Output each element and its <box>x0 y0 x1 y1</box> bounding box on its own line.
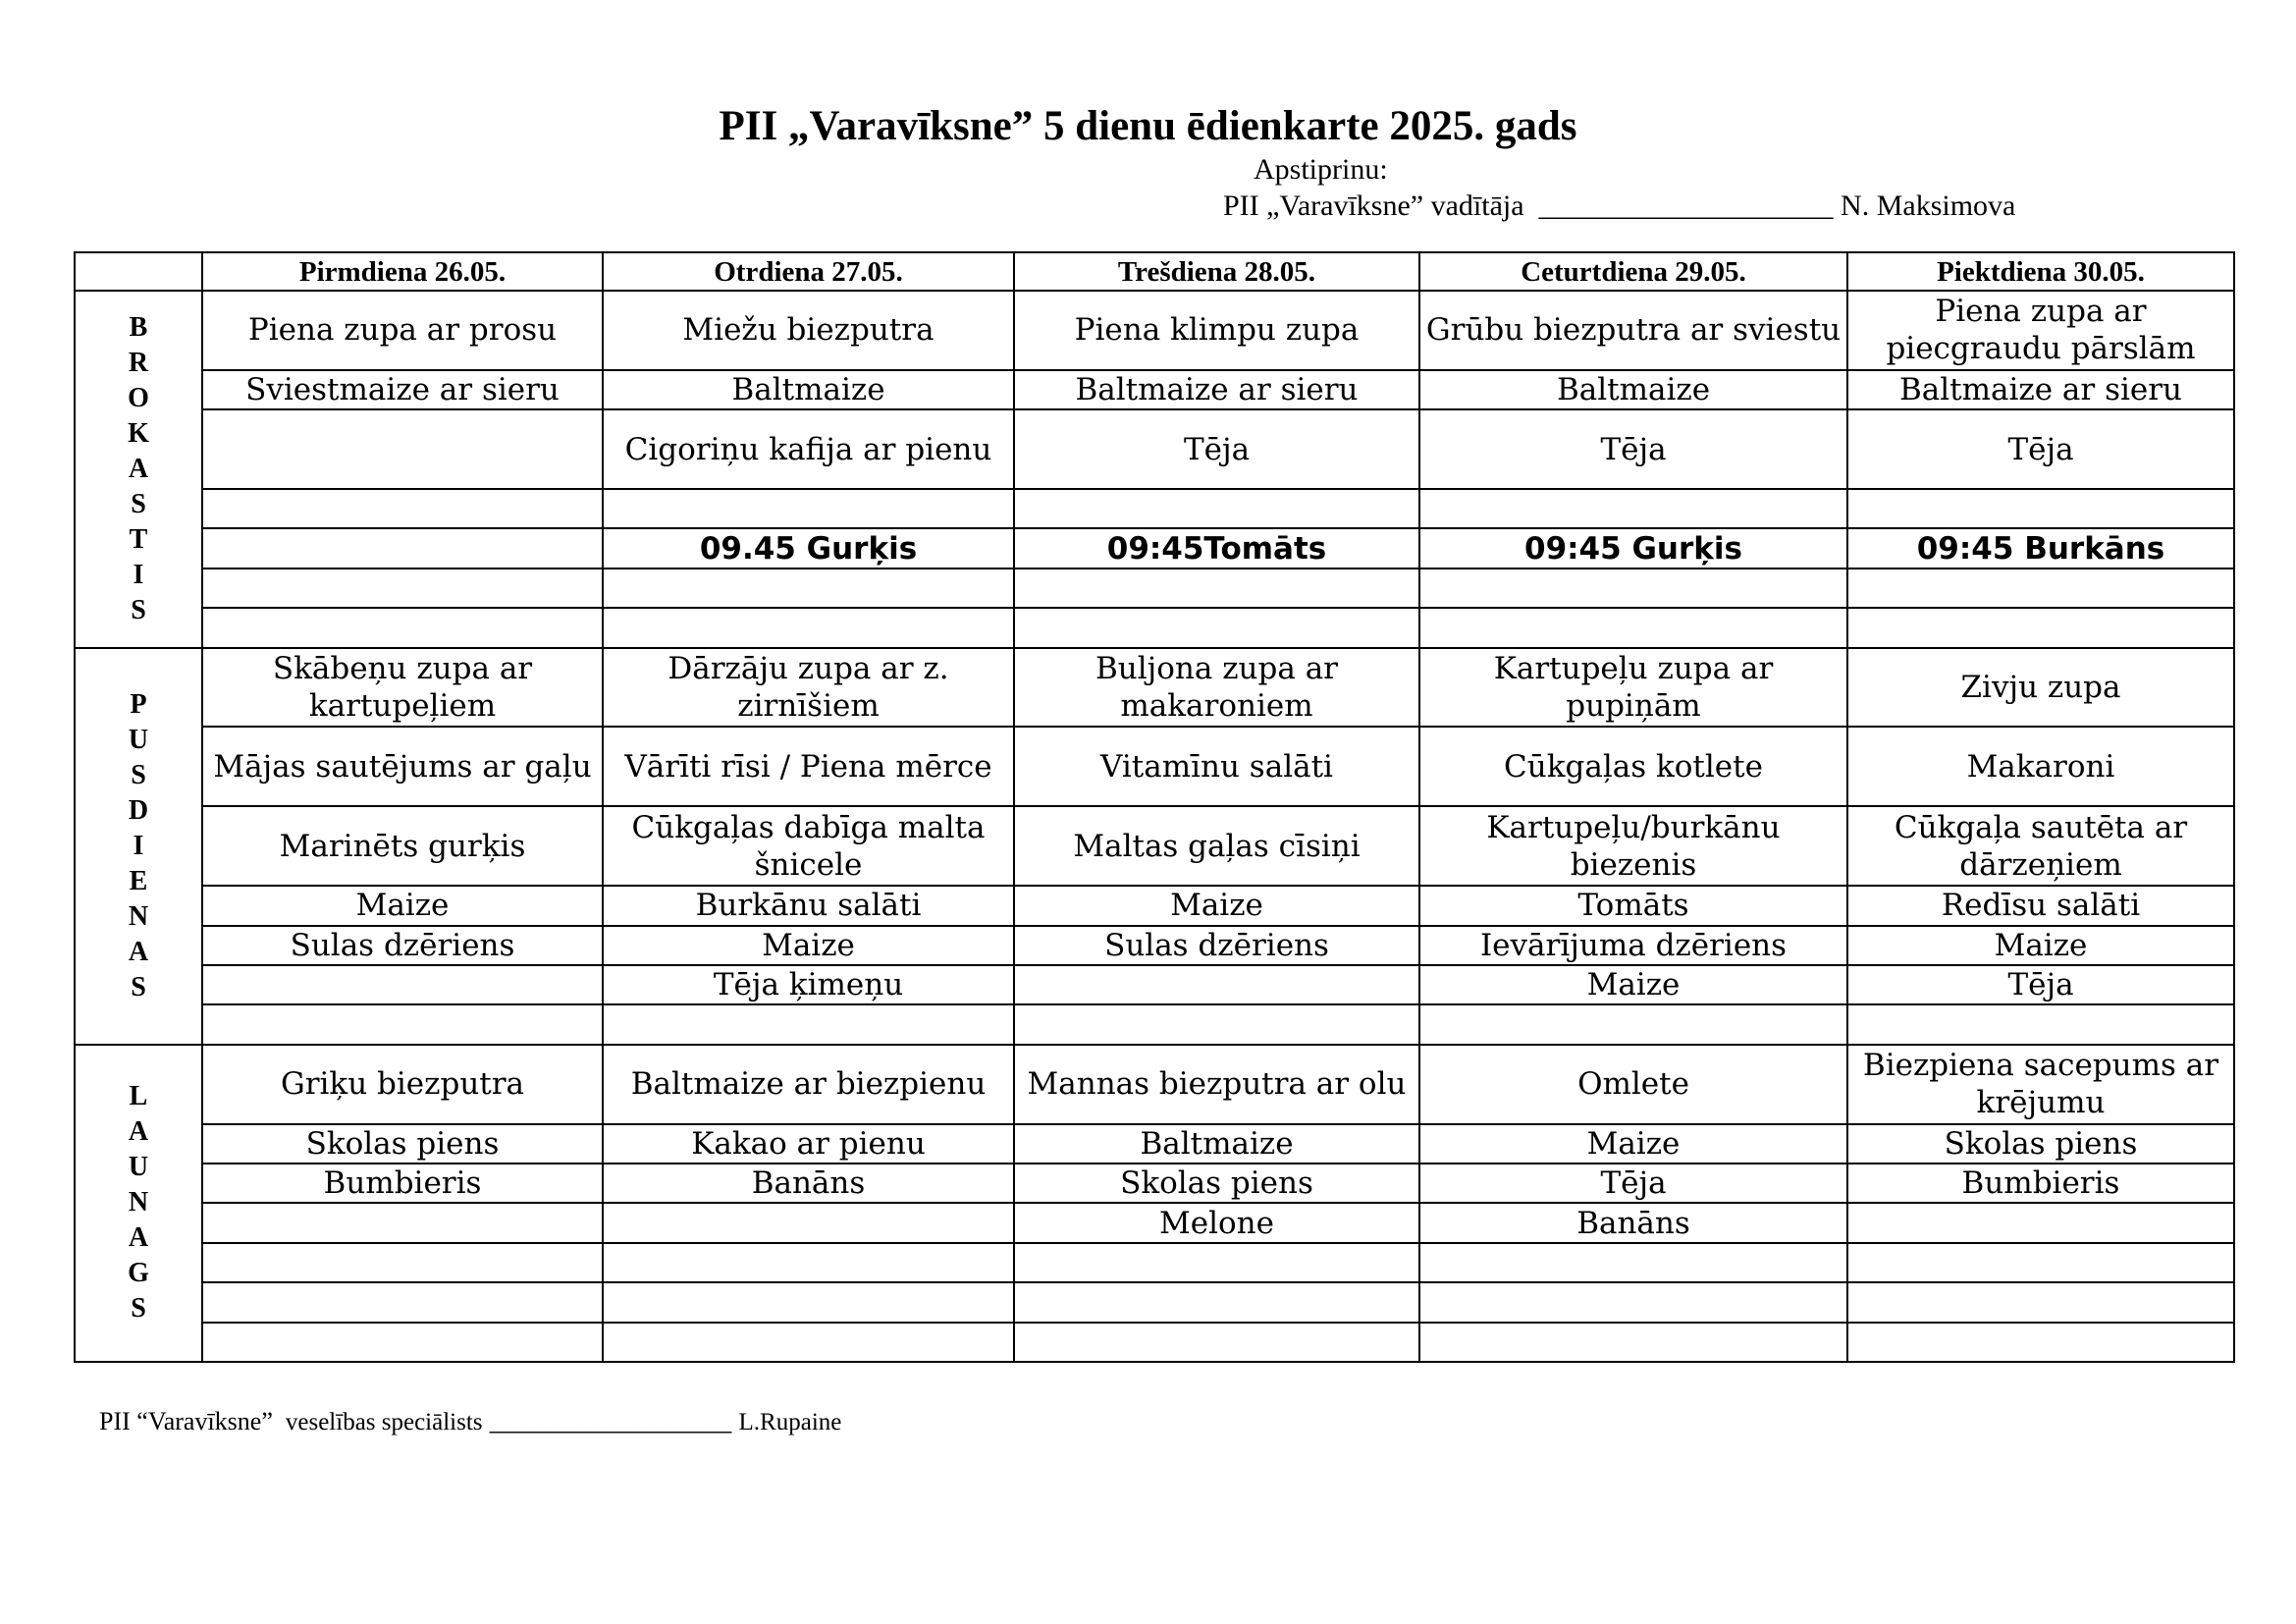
menu-row <box>75 1323 2234 1362</box>
menu-cell: Vārīti rīsi / Piena mērce <box>603 727 1014 806</box>
meal-letter: A <box>128 453 149 484</box>
menu-cell: Piena klimpu zupa <box>1014 291 1419 370</box>
menu-row <box>75 568 2234 608</box>
menu-cell <box>202 965 603 1004</box>
meal-letter: I <box>133 830 144 861</box>
menu-cell <box>1014 1282 1419 1322</box>
meal-letter: U <box>128 1152 149 1183</box>
menu-cell: Kartupeļu/burkānu biezenis <box>1419 806 1847 886</box>
menu-cell: Skolas piens <box>1847 1124 2234 1164</box>
menu-cell: Maltas gaļas cīsiņi <box>1014 806 1419 886</box>
menu-row <box>75 608 2234 647</box>
menu-cell: Maize <box>1419 965 1847 1004</box>
meal-letter: T <box>129 523 148 555</box>
footer-signature <box>99 1403 841 1440</box>
menu-cell: Tēja <box>1419 1164 1847 1203</box>
menu-cell: Banāns <box>603 1164 1014 1203</box>
menu-cell: Sviestmaize ar sieru <box>202 370 603 409</box>
menu-cell <box>202 528 603 568</box>
menu-cell <box>1014 1004 1419 1044</box>
menu-cell: Melone <box>1014 1203 1419 1242</box>
menu-cell <box>1419 1282 1847 1322</box>
menu-cell: Omlete <box>1419 1045 1847 1124</box>
menu-cell <box>1419 489 1847 528</box>
menu-cell: Skolas piens <box>1014 1164 1419 1203</box>
menu-cell <box>1419 1323 1847 1362</box>
menu-cell: Maize <box>1419 1124 1847 1164</box>
menu-row <box>75 965 2234 1004</box>
menu-cell <box>603 1323 1014 1362</box>
menu-cell: Piena zupa ar prosu <box>202 291 603 370</box>
menu-cell: Dārzāju zupa ar z. zirnīšiem <box>603 648 1014 728</box>
menu-cell: Ievārījuma dzēriens <box>1419 926 1847 965</box>
meal-letters <box>76 310 201 628</box>
menu-row <box>75 370 2234 409</box>
menu-cell <box>603 489 1014 528</box>
menu-cell <box>603 1203 1014 1242</box>
page-title: PII „Varavīksne” 5 dienu ēdienkarte 2025. gads <box>719 103 1577 149</box>
menu-row <box>75 727 2234 806</box>
menu-cell: Baltmaize <box>1419 370 1847 409</box>
menu-cell: Skolas piens <box>202 1124 603 1164</box>
menu-row <box>75 409 2234 489</box>
meal-letter: S <box>131 488 146 519</box>
menu-cell <box>603 1243 1014 1282</box>
menu-cell: Sulas dzēriens <box>202 926 603 965</box>
menu-table <box>74 251 2235 1363</box>
menu-row <box>75 1203 2234 1242</box>
menu-cell: Biezpiena sacepums ar krējumu <box>1847 1045 2234 1124</box>
menu-row <box>75 806 2234 886</box>
menu-cell <box>1419 568 1847 608</box>
menu-cell <box>202 1004 603 1044</box>
menu-row <box>75 489 2234 528</box>
meal-letter: S <box>131 971 146 1002</box>
menu-cell: Maize <box>1847 926 2234 965</box>
meal-letter: E <box>129 865 148 896</box>
meal-letter: P <box>130 688 147 720</box>
menu-cell: Cūkgaļa sautēta ar dārzeņiem <box>1847 806 2234 886</box>
menu-cell: Bumbieris <box>1847 1164 2234 1203</box>
menu-row <box>75 1045 2234 1124</box>
menu-cell <box>1014 1243 1419 1282</box>
menu-cell <box>1847 568 2234 608</box>
meal-letter: L <box>129 1081 148 1112</box>
menu-cell: Kakao ar pienu <box>603 1124 1014 1164</box>
menu-cell: 09:45Tomāts <box>1014 528 1419 568</box>
menu-row <box>75 1164 2234 1203</box>
meal-letter: G <box>128 1258 149 1289</box>
footer-prefix: PII “Varavīksne” <box>99 1407 286 1435</box>
menu-cell: 09.45 Gurķis <box>603 528 1014 568</box>
menu-cell: Cūkgaļas kotlete <box>1419 727 1847 806</box>
meal-letter: A <box>128 1116 149 1148</box>
meal-letter: K <box>128 417 149 449</box>
meal-letter: U <box>128 724 149 755</box>
meal-letter: S <box>131 759 146 790</box>
menu-cell: Cigoriņu kafija ar pienu <box>603 409 1014 489</box>
menu-row <box>75 1243 2234 1282</box>
menu-cell: Makaroni <box>1847 727 2234 806</box>
menu-cell: Maize <box>1014 886 1419 925</box>
menu-cell <box>603 1004 1014 1044</box>
menu-row <box>75 528 2234 568</box>
menu-cell: Mannas biezputra ar olu <box>1014 1045 1419 1124</box>
menu-cell: Baltmaize <box>1014 1124 1419 1164</box>
meal-letter: N <box>128 1187 149 1218</box>
menu-cell <box>603 568 1014 608</box>
menu-cell <box>1847 608 2234 647</box>
meal-snack-label <box>75 1045 202 1362</box>
menu-cell: Maize <box>603 926 1014 965</box>
menu-cell <box>1014 568 1419 608</box>
meal-letter: O <box>128 382 149 413</box>
meal-letter: D <box>128 794 149 826</box>
menu-cell: Marinēts gurķis <box>202 806 603 886</box>
menu-cell: Kartupeļu zupa ar pupiņām <box>1419 648 1847 728</box>
menu-cell <box>1847 1282 2234 1322</box>
menu-cell <box>1847 489 2234 528</box>
day-header: Ceturtdiena 29.05. <box>1419 252 1847 291</box>
meal-letter: I <box>133 559 144 590</box>
menu-cell: Miežu biezputra <box>603 291 1014 370</box>
meal-breakfast-label <box>75 291 202 648</box>
menu-cell: Baltmaize <box>603 370 1014 409</box>
menu-cell: Baltmaize ar sieru <box>1847 370 2234 409</box>
menu-cell <box>1847 1323 2234 1362</box>
menu-cell: Maize <box>202 886 603 925</box>
meal-letter: B <box>129 311 148 343</box>
menu-row <box>75 926 2234 965</box>
meal-column-header <box>75 252 202 291</box>
menu-cell <box>1014 1323 1419 1362</box>
menu-cell: 09:45 Gurķis <box>1419 528 1847 568</box>
menu-cell <box>202 608 603 647</box>
menu-row <box>75 648 2234 728</box>
table-header-row <box>75 252 2234 291</box>
menu-cell: Griķu biezputra <box>202 1045 603 1124</box>
menu-cell <box>202 489 603 528</box>
meal-lunch-label <box>75 648 202 1045</box>
menu-cell: Burkānu salāti <box>603 886 1014 925</box>
meal-letters <box>76 687 201 1005</box>
menu-cell <box>1014 489 1419 528</box>
menu-cell: Banāns <box>1419 1203 1847 1242</box>
footer-name: L.Rupaine <box>738 1409 842 1435</box>
menu-body <box>75 291 2234 1362</box>
menu-row <box>75 291 2234 370</box>
menu-cell <box>1419 1004 1847 1044</box>
footer-role: veselības speciālists <box>285 1409 483 1435</box>
menu-cell <box>202 409 603 489</box>
menu-cell: Zivju zupa <box>1847 648 2234 728</box>
menu-cell: Cūkgaļas dabīga malta šnicele <box>603 806 1014 886</box>
menu-cell: Tēja <box>1419 409 1847 489</box>
menu-cell <box>1014 965 1419 1004</box>
menu-cell <box>202 568 603 608</box>
menu-cell <box>1014 608 1419 647</box>
meal-letters <box>76 1079 201 1326</box>
meal-letter: S <box>131 594 146 625</box>
menu-cell: Baltmaize ar sieru <box>1014 370 1419 409</box>
menu-cell: Grūbu biezputra ar sviestu <box>1419 291 1847 370</box>
approval-label: Apstiprinu: <box>1254 153 1388 186</box>
menu-cell <box>202 1243 603 1282</box>
menu-cell: 09:45 Burkāns <box>1847 528 2234 568</box>
day-header: Piektdiena 30.05. <box>1847 252 2234 291</box>
menu-cell <box>603 608 1014 647</box>
meal-letter: A <box>128 936 149 967</box>
menu-cell <box>202 1323 603 1362</box>
menu-row <box>75 1282 2234 1322</box>
meal-letter: R <box>128 347 149 378</box>
day-header: Otrdiena 27.05. <box>603 252 1014 291</box>
footer-signature-line: _________________ <box>482 1405 739 1436</box>
menu-cell: Redīsu salāti <box>1847 886 2234 925</box>
menu-cell <box>603 1282 1014 1322</box>
menu-cell <box>1847 1203 2234 1242</box>
approval-signature-line: PII „Varavīksne” vadītāja ____________________ N. Maksimova <box>1223 189 2016 222</box>
meal-letter: A <box>128 1222 149 1254</box>
menu-cell <box>1419 608 1847 647</box>
menu-cell: Tēja <box>1014 409 1419 489</box>
menu-row <box>75 886 2234 925</box>
meal-letter: N <box>128 900 149 932</box>
menu-cell: Tomāts <box>1419 886 1847 925</box>
menu-cell <box>202 1203 603 1242</box>
menu-row <box>75 1004 2234 1044</box>
menu-cell: Mājas sautējums ar gaļu <box>202 727 603 806</box>
menu-cell: Vitamīnu salāti <box>1014 727 1419 806</box>
menu-cell: Piena zupa ar piecgraudu pārslām <box>1847 291 2234 370</box>
meal-letter: S <box>131 1293 146 1325</box>
menu-cell <box>1847 1243 2234 1282</box>
menu-cell: Baltmaize ar biezpienu <box>603 1045 1014 1124</box>
menu-row <box>75 1124 2234 1164</box>
menu-cell <box>1419 1243 1847 1282</box>
day-header: Pirmdiena 26.05. <box>202 252 603 291</box>
menu-cell <box>202 1282 603 1322</box>
menu-cell: Tēja <box>1847 965 2234 1004</box>
menu-cell <box>1847 1004 2234 1044</box>
day-header: Trešdiena 28.05. <box>1014 252 1419 291</box>
menu-cell: Bumbieris <box>202 1164 603 1203</box>
menu-cell: Skābeņu zupa ar kartupeļiem <box>202 648 603 728</box>
menu-cell: Sulas dzēriens <box>1014 926 1419 965</box>
menu-cell: Tēja ķimeņu <box>603 965 1014 1004</box>
menu-cell: Buljona zupa ar makaroniem <box>1014 648 1419 728</box>
menu-cell: Tēja <box>1847 409 2234 489</box>
